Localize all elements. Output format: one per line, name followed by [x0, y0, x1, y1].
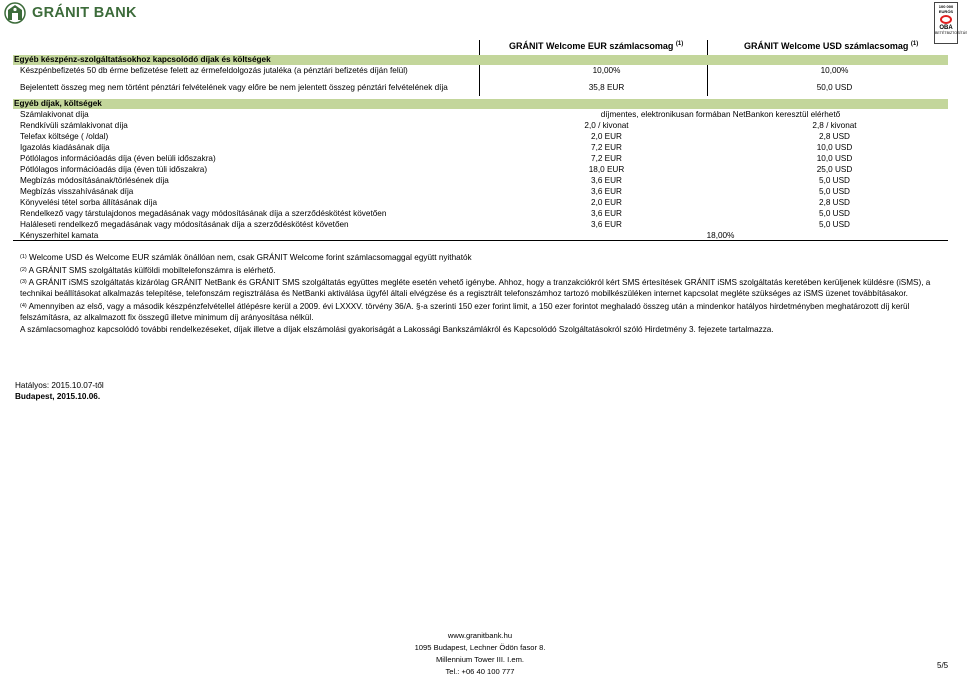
eur-value: 18,0 EUR [588, 165, 625, 174]
badge-line1: 100 000 [938, 4, 954, 9]
table-row [13, 153, 948, 164]
table-row [13, 131, 948, 142]
row-label: Igazolás kiadásának díja [20, 143, 110, 152]
column-header-usd: GRÁNIT Welcome USD számlacsomag $^{(1)}$ [744, 41, 919, 51]
table-row [13, 197, 948, 208]
table-row [13, 82, 948, 93]
eur-value: 3,6 EUR [591, 209, 622, 218]
usd-value: 5,0 USD [819, 220, 850, 229]
usd-value: 25,0 USD [816, 165, 853, 174]
usd-value: 10,0 USD [816, 154, 853, 163]
row-label: Kényszerhitel kamata [20, 231, 99, 240]
table-row [13, 175, 948, 186]
validity-date: Hatályos: 2015.10.07-től [15, 381, 104, 390]
footer-phone: Tel.: +06 40 100 777 [445, 667, 515, 676]
table-row [13, 208, 948, 219]
eur-value: 3,6 EUR [591, 176, 622, 185]
section-title-other-fees: Egyéb díjak, költségek [13, 99, 948, 109]
row-label: Telefax költsége ( /oldal) [20, 132, 109, 141]
footnote: $^{(4)}$ Amennyiben az első, vagy a második készpénzfelvétellel átlépésre kerül a 2009. évi LXXXV. törvény 36/A. §-a szerinti 150 ezer forint limit, a 150 ezer forintot meghaladó összeg után a mindenkor hatályos hirdetményben meghatározott díj kerül felszámításra, az alkalmazott fix összegű illetve minimum díj arányosítása nélkül. [20, 301, 910, 322]
eur-value: 2,0 / kivonat [584, 121, 629, 130]
brand-name: GRÁNIT BANK [32, 5, 137, 21]
footnote: $^{(2)}$ A GRÁNIT SMS szolgáltatás külföldi mobiltelefonszámra is elérhető. [20, 265, 276, 275]
eur-value: 10,00% [592, 66, 621, 75]
eur-value: 2,0 EUR [591, 132, 622, 141]
footer-address: 1095 Budapest, Lechner Ödön fasor 8. [414, 643, 546, 652]
footnote: A számlacsomaghoz kapcsolódó további rendelkezéseket, díjak illetve a díjak elszámolási gyakoriságát a Lakossági Bankszámlákról és Kapcsolódó Szolgáltatásokról szóló Hirdetmény 3. fejezete tartalmazza. [20, 325, 774, 334]
eur-value: 7,2 EUR [591, 154, 622, 163]
table-row [13, 120, 948, 131]
table-row [13, 186, 948, 197]
statement-fee-value: díjmentes, elektronikusan formában NetBankon keresztül elérhető [600, 110, 841, 119]
granit-bank-logo [4, 2, 154, 24]
usd-value: 50,0 USD [816, 83, 853, 92]
footnote: $^{(1)}$ Welcome USD és Welcome EUR számlák önállóan nem, csak GRÁNIT Welcome forint számlacsomaggal együtt nyithatók [20, 253, 472, 262]
row-label: Könyvelési tétel sorba állításának díja [20, 198, 157, 207]
bank-logo-icon [4, 2, 26, 24]
overdraft-rate-value: 18,00% [706, 231, 735, 240]
eur-value: 7,2 EUR [591, 143, 622, 152]
row-label: Készpénbefizetés 50 db érme befizetése felett az érmefeldolgozás jutaléka (a pénztári befizetés díján felül) [20, 66, 408, 75]
row-label: Haláleseti rendelkező megadásának vagy módosításának díja a szerződéskötést követően [20, 220, 349, 229]
row-label: Megbízás visszahívásának díja [20, 187, 134, 196]
row-label: Pótlólagos információadás díja (éven belüli időszakra) [20, 154, 216, 163]
eur-value: 3,6 EUR [591, 187, 622, 196]
usd-value: 5,0 USD [819, 209, 850, 218]
usd-value: 10,00% [820, 66, 849, 75]
table-row [13, 65, 948, 76]
validity-block [15, 380, 104, 402]
badge-line3: OBA [939, 25, 953, 31]
badge-circle-icon [940, 15, 952, 24]
badge-line2: EURÓS [938, 9, 954, 14]
row-label: Megbízás módosításának/törlésének díja [20, 176, 169, 185]
footer [400, 630, 560, 678]
footnote: $^{(3)}$ A GRÁNIT iSMS szolgáltatás kizárólag GRÁNIT NetBank és GRÁNIT SMS szolgáltatás együttes megléte esetén vehető igénybe. Ahhoz, hogy a tranzakciókról kért SMS értesítések GRÁNIT iSMS szolgáltatás keretében kerüljenek küldésre (iSMS), a technikai beállításokat alkalmazás telepítése, telefonszám regisztrálása és NetBanki aktiválása ügyfél általi elvégzése és a regisztrált telefonszámhoz tartozó mobilkészüléken internet kapcsolat megléte szükséges az iSMS üzenet továbbításakor. [20, 278, 931, 298]
table-row [13, 109, 948, 120]
row-label: Rendkívüli számlakivonat díja [20, 121, 128, 130]
column-header-eur: GRÁNIT Welcome EUR számlacsomag $^{(1)}$ [509, 41, 684, 51]
row-label: Számlakivonat díja [20, 110, 89, 119]
eur-value: 35,8 EUR [588, 83, 625, 92]
table-row [13, 164, 948, 175]
section-title-cash-services: Egyéb készpénz-szolgáltatásokhoz kapcsolódó díjak és költségek [13, 55, 948, 65]
footnotes [20, 252, 948, 337]
table-row [13, 219, 948, 230]
eur-value: 3,6 EUR [591, 220, 622, 229]
table-row [13, 142, 948, 153]
usd-value: 2,8 USD [819, 198, 850, 207]
page-number: 5/5 [937, 661, 949, 670]
footer-website[interactable]: www.granitbank.hu [447, 631, 513, 640]
footer-building: Millennium Tower III. I.em. [435, 655, 525, 664]
row-label: Rendelkező vagy társtulajdonos megadásának vagy módosításának díja a szerződéskötést követően [20, 209, 387, 218]
row-label: Pótlólagos információadás díja (éven túli időszakra) [20, 165, 208, 174]
usd-value: 10,0 USD [816, 143, 853, 152]
table-row [13, 230, 948, 241]
usd-value: 5,0 USD [819, 187, 850, 196]
place-date: Budapest, 2015.10.06. [15, 392, 101, 401]
usd-value: 5,0 USD [819, 176, 850, 185]
usd-value: 2,8 USD [819, 132, 850, 141]
usd-value: 2,8 / kivonat [812, 121, 857, 130]
row-label: Bejelentett összeg meg nem történt pénztári felvételének vagy előre be nem jelentett összeg pénztári felvételének díja [20, 83, 448, 92]
oba-deposit-insurance-badge [934, 2, 967, 44]
eur-value: 2,0 EUR [591, 198, 622, 207]
badge-line4: BETÉTBIZTOSÍTÁS [935, 31, 967, 35]
